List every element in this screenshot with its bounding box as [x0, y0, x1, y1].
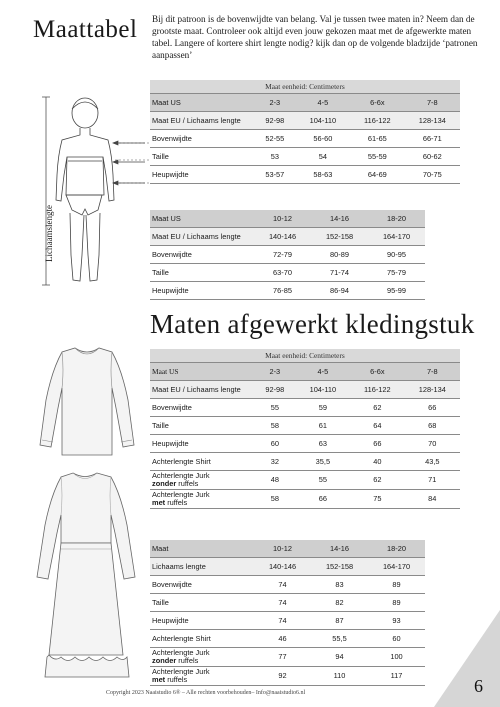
- table-row: Bovenwijdte 52-55 56-60 61-65 66-71: [150, 130, 460, 148]
- body-length-label: Lichaamslengte: [44, 205, 54, 262]
- table-row: Heupwijdte 53-57 58-63 64-69 70-75: [150, 166, 460, 184]
- measurement-arrows: [110, 135, 150, 195]
- body-size-table-2: [150, 210, 425, 300]
- copyright-footer: Copyright 2023 Naaistudio 6® – Alle rechten voorbehouden– Info@naaistudio6.nl: [106, 690, 306, 696]
- table-row: Achterlengte Jurk zonder ruffels 77 94 100: [150, 648, 425, 667]
- table-row: Heupwijdte 74 87 93: [150, 612, 425, 630]
- table-unit-banner: Maat eenheid: Centimeters: [150, 349, 460, 363]
- body-size-table-1: [150, 80, 460, 184]
- table-row: Achterlengte Jurk met ruffels 92 110 117: [150, 667, 425, 686]
- dress-illustration: [25, 465, 150, 685]
- table-row: Maat US 10-12 14-16 18-20: [150, 210, 425, 228]
- table-row: Heupwijdte 60 63 66 70: [150, 435, 460, 453]
- table-row: Maat EU / Lichaams lengte 92-98 104-110 116-122 128-134: [150, 381, 460, 399]
- table-row: Maat US 2-3 4-5 6-6x 7-8: [150, 363, 460, 381]
- page-corner-decoration: [434, 610, 500, 707]
- table-row: Taille 53 54 55-59 60-62: [150, 148, 460, 166]
- table-row: Taille 74 82 89: [150, 594, 425, 612]
- child-body-illustration: [40, 95, 160, 295]
- table-row: Bovenwijdte 72-79 80-89 90-95: [150, 246, 425, 264]
- table-row: Bovenwijdte 74 83 89: [150, 576, 425, 594]
- page-title: Maattabel: [33, 16, 138, 43]
- page-number: 6: [474, 676, 483, 696]
- table-row: Heupwijdte 76-85 86-94 95-99: [150, 282, 425, 300]
- table-unit-banner: Maat eenheid: Centimeters: [150, 80, 460, 94]
- table-row: Taille 58 61 64 68: [150, 417, 460, 435]
- table-row: Maat EU / Lichaams lengte 92-98 104-110 116-122 128-134: [150, 112, 460, 130]
- table-row: Taille 63-70 71-74 75-79: [150, 264, 425, 282]
- table-row: Achterlengte Shirt 32 35,5 40 43,5: [150, 453, 460, 471]
- intro-text: Bij dit patroon is de bovenwijdte van belang. Val je tussen twee maten in? Neem dan de grootste maat. Controleer ook altijd even jouw gekozen maat met de afgewerkte maten tabel. Langere of kortere shirt lengte nodig? kijk dan op de volgende bladzijde ‘patronen aanpassen’: [152, 14, 478, 60]
- garment-size-table-1: [150, 349, 460, 509]
- section-title: Maten afgewerkt kledingstuk: [150, 309, 475, 339]
- table-row: Achterlengte Jurk zonder ruffels 48 55 62 71: [150, 471, 460, 490]
- garment-size-table-2: [150, 540, 425, 686]
- table-row: Lichaams lengte 140-146 152-158 164-170: [150, 558, 425, 576]
- table-row: Bovenwijdte 55 59 62 66: [150, 399, 460, 417]
- table-row: Maat 10-12 14-16 18-20: [150, 540, 425, 558]
- table-row: Maat US 2-3 4-5 6-6x 7-8: [150, 94, 460, 112]
- table-row: Achterlengte Shirt 46 55,5 60: [150, 630, 425, 648]
- shirt-illustration: [30, 340, 145, 460]
- table-row: Maat EU / Lichaams lengte 140-146 152-158 164-170: [150, 228, 425, 246]
- table-row: Achterlengte Jurk met ruffels 58 66 75 84: [150, 490, 460, 509]
